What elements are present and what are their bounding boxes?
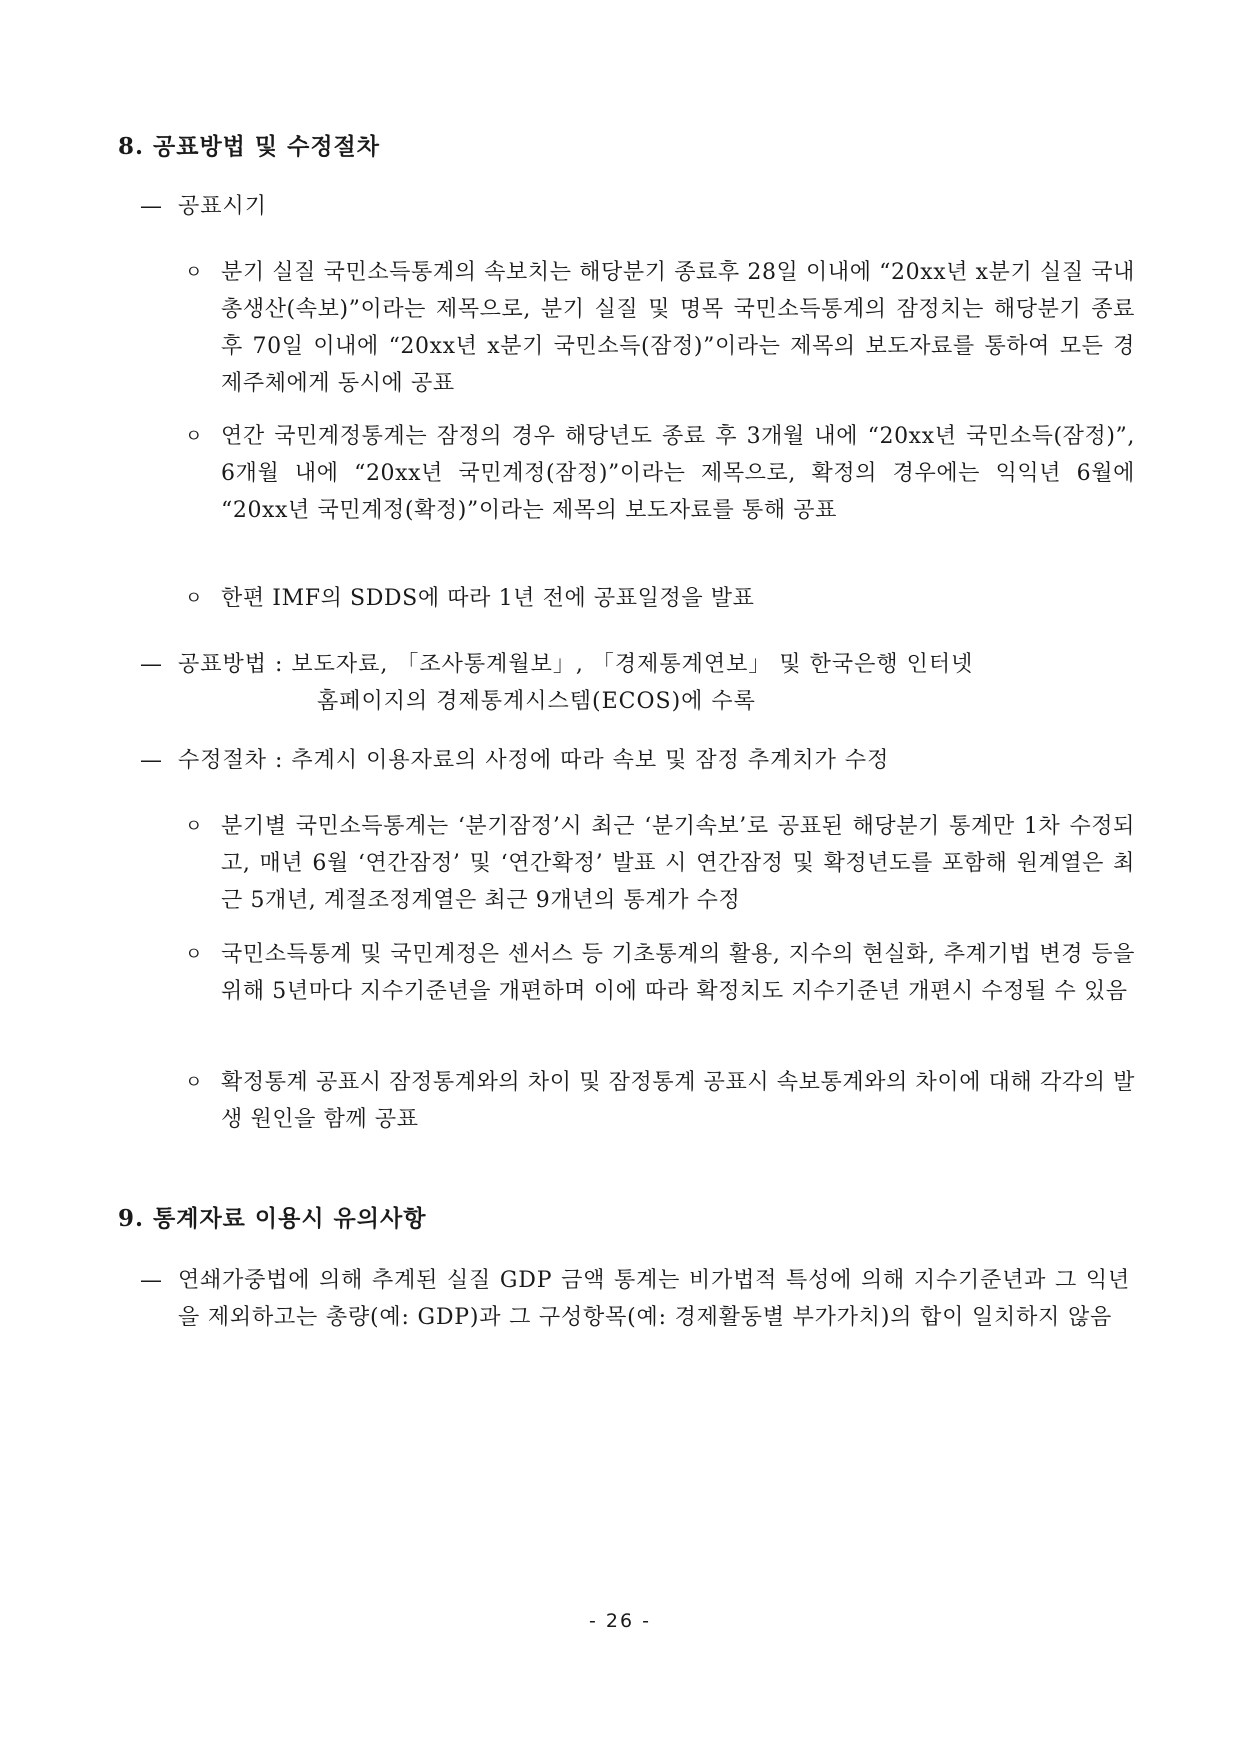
revision-bullet-2 bbox=[185, 936, 1135, 1010]
timing-bullet-3-text: 한편 IMF의 SDDS에 따라 1년 전에 공표일정을 발표 bbox=[221, 586, 755, 611]
timing-bullet-2-text: 연간 국민계정통계는 잠정의 경우 해당년도 종료 후 3개월 내에 “20xx년 국민소득(잠정)”, 6개월 내에 “20xx년 국민계정(잠정)”이라는 제목으로, 확정의 경우에는 익익년 6월에 “20xx년 국민계정(확정)”이라는 제목의 보도자료를 통해 공표 bbox=[221, 424, 1135, 523]
timing-bullet-2 bbox=[185, 418, 1135, 529]
usage-note-text: 연쇄가중법에 의해 추계된 실질 GDP 금액 통계는 비가법적 특성에 의해 지수기준년과 그 익년을 제외하고는 총량(예: GDP)과 그 구성항목(예: 경제활동별 부가가치)의 합이 일치하지 않음 bbox=[178, 1268, 1130, 1330]
method-label: 공표방법 : 보도자료, 「조사통계월보」, 「경제통계연보」 및 한국은행 인터넷 bbox=[178, 652, 974, 677]
method-paragraph bbox=[140, 646, 1130, 720]
usage-note bbox=[140, 1262, 1130, 1336]
revision-label: 수정절차 : 추계시 이용자료의 사정에 따라 속보 및 잠정 추계치가 수정 bbox=[178, 748, 890, 773]
revision-bullet-1 bbox=[185, 808, 1135, 919]
bullet-marker: ㅇ bbox=[185, 1072, 203, 1093]
section-9-heading: 9. 통계자료 이용시 유의사항 bbox=[118, 1205, 427, 1232]
revision-bullet-1-text: 분기별 국민소득통계는 ‘분기잠정’시 최근 ‘분기속보’로 공표된 해당분기 통계만 1차 수정되고, 매년 6월 ‘연간잠정’ 및 ‘연간확정’ 발표 시 연간잠정 및 확정년도를 포함해 원계열은 최근 5개년, 계절조정계열은 최근 9개년의 통계가 수정 bbox=[221, 814, 1135, 913]
section-8-heading: 8. 공표방법 및 수정절차 bbox=[118, 133, 380, 160]
dash-marker: — bbox=[140, 748, 163, 773]
timing-subheading bbox=[140, 188, 1130, 225]
revision-subheading bbox=[140, 742, 1130, 779]
timing-label: 공표시기 bbox=[178, 194, 268, 219]
dash-marker: — bbox=[140, 194, 163, 219]
dash-marker: — bbox=[140, 1268, 163, 1293]
timing-bullet-1 bbox=[185, 254, 1135, 402]
revision-bullet-2-text: 국민소득통계 및 국민계정은 센서스 등 기초통계의 활용, 지수의 현실화, 추계기법 변경 등을 위해 5년마다 지수기준년을 개편하며 이에 따라 확정치도 지수기준년 개편시 수정될 수 있음 bbox=[221, 942, 1135, 1004]
timing-bullet-3 bbox=[185, 580, 1135, 617]
bullet-marker: ㅇ bbox=[185, 944, 203, 965]
bullet-marker: ㅇ bbox=[185, 816, 203, 837]
revision-bullet-3 bbox=[185, 1064, 1135, 1138]
bullet-marker: ㅇ bbox=[185, 588, 203, 609]
method-continuation: 홈페이지의 경제통계시스템(ECOS)에 수록 bbox=[317, 689, 756, 714]
revision-bullet-3-text: 확정통계 공표시 잠정통계와의 차이 및 잠정통계 공표시 속보통계와의 차이에 대해 각각의 발생 원인을 함께 공표 bbox=[221, 1070, 1135, 1132]
timing-bullet-1-text: 분기 실질 국민소득통계의 속보치는 해당분기 종료후 28일 이내에 “20xx년 x분기 실질 국내총생산(속보)”이라는 제목으로, 분기 실질 및 명목 국민소득통계의 잠정치는 해당분기 종료후 70일 이내에 “20xx년 x분기 국민소득(잠정)”이라는 제목의 보도자료를 통하여 모든 경제주체에게 동시에 공표 bbox=[221, 260, 1135, 396]
dash-marker: — bbox=[140, 652, 163, 677]
page-number: - 26 - bbox=[589, 1610, 651, 1632]
bullet-marker: ㅇ bbox=[185, 262, 203, 283]
bullet-marker: ㅇ bbox=[185, 426, 203, 447]
